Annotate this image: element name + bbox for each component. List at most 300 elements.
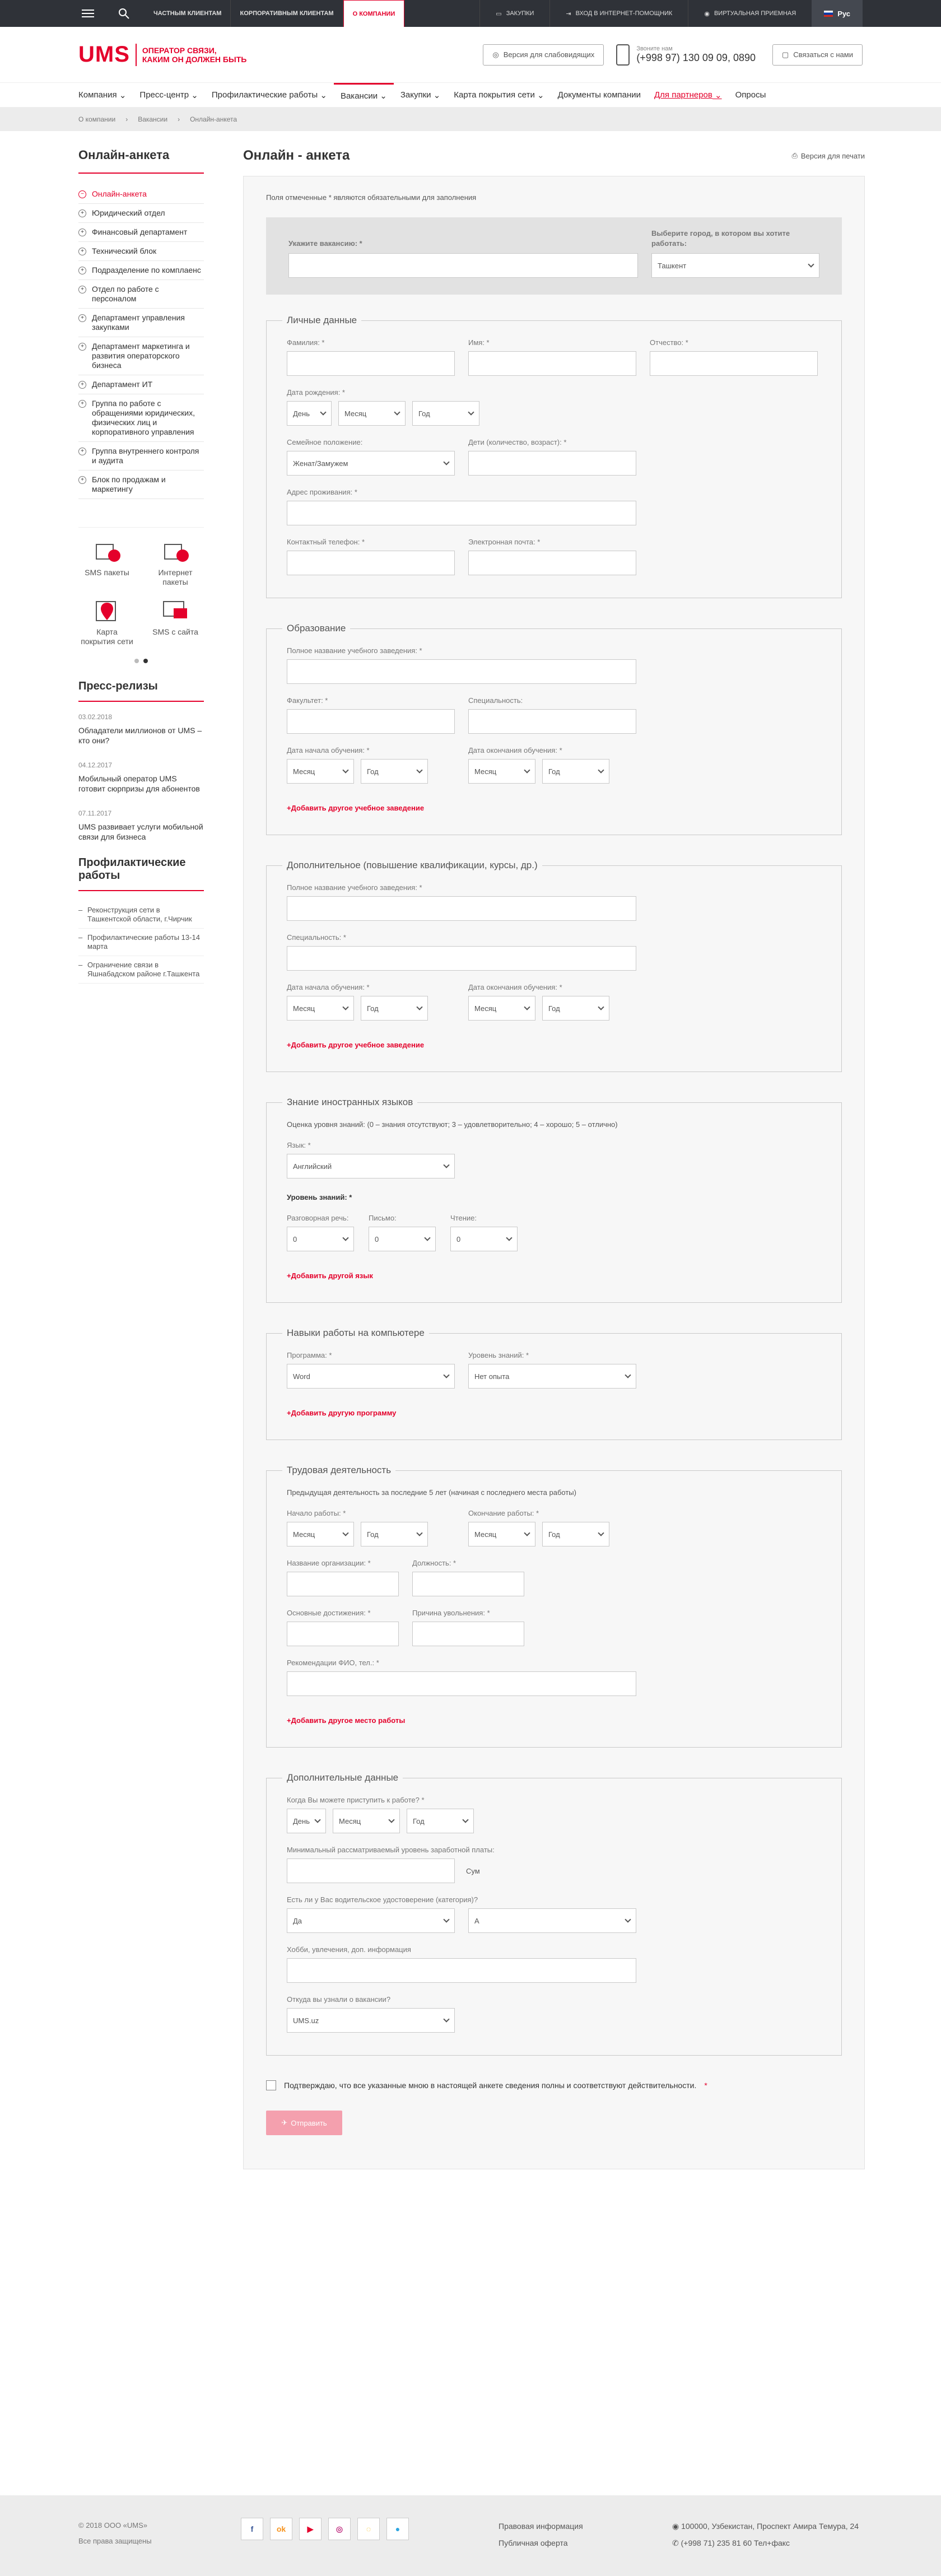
year-select[interactable] — [361, 1522, 428, 1546]
speaking-select[interactable] — [287, 1227, 354, 1251]
nav-label: Карта покрытия сети — [454, 90, 535, 100]
odnoklassniki-icon[interactable]: ok — [270, 2518, 292, 2540]
section-legend: Знание иностранных языков — [287, 1097, 413, 1107]
circle-plus-icon: + — [78, 476, 86, 484]
sidebar-item-label: Подразделение по комплаенс — [92, 265, 201, 274]
sidebar-item-label: Отдел по работе с персоналом — [92, 285, 159, 303]
circle-plus-icon: + — [78, 267, 86, 274]
marital-select[interactable] — [287, 451, 455, 476]
address-text: 100000, Узбекистан, Проспект Амира Темура, 24 — [681, 2522, 859, 2531]
children-input[interactable] — [468, 451, 636, 476]
add-program-link[interactable]: +Добавить другую программу — [287, 1409, 397, 1417]
sidebar — [78, 148, 204, 2169]
select-value: Месяц — [293, 1004, 315, 1013]
offer-link[interactable]: Публичная оферта — [499, 2538, 568, 2547]
breadcrumb-item[interactable]: О компании — [78, 115, 116, 123]
service-label: SMS с сайта — [152, 627, 198, 636]
hobby-input[interactable] — [287, 1958, 636, 1983]
pin-icon: ◉ — [704, 10, 710, 17]
select-value: Месяц — [474, 1530, 497, 1539]
patronymic-input[interactable] — [650, 351, 818, 376]
legal-link[interactable]: Правовая информация — [499, 2522, 583, 2531]
select-value: Месяц — [474, 1004, 497, 1013]
sidebar-item[interactable] — [78, 242, 204, 261]
select-value: Год — [548, 1530, 560, 1539]
leave-reason-label: Причина увольнения: * — [412, 1609, 490, 1617]
faculty-label: Факультет: * — [287, 696, 328, 705]
vacancy-label: Укажите вакансию: * — [288, 239, 362, 248]
select-value: Да — [293, 1916, 302, 1925]
sidebar-item-label: Блок по продажам и маркетингу — [92, 475, 166, 493]
contact-label: Связаться с нами — [793, 50, 853, 59]
scale-note: Оценка уровня знаний: (0 – знания отсутствуют; 3 – удовлетворительно; 4 – хорошо; 5 – отлично) — [287, 1120, 618, 1129]
hobby-label: Хобби, увлечения, доп. информация — [287, 1945, 411, 1954]
sidebar-item[interactable] — [78, 280, 204, 309]
press-text: Мобильный оператор UMS готовит сюрпризы для абонентов — [78, 774, 200, 793]
flag-icon — [824, 11, 833, 17]
study-start-label: Дата начала обучения: * — [287, 983, 370, 991]
press-date: 04.12.2017 — [78, 761, 113, 769]
top-link-label: ЗАКУПКИ — [506, 10, 534, 17]
service-label: Интернет пакеты — [158, 568, 193, 586]
work-end-label: Окончание работы: * — [468, 1509, 539, 1517]
send-icon: ✈ — [281, 2118, 288, 2127]
carousel-dot[interactable] — [134, 659, 139, 663]
patronymic-label: Отчество: * — [650, 338, 688, 347]
writing-select[interactable] — [369, 1227, 436, 1251]
breadcrumb-item: Онлайн-анкета — [190, 115, 237, 123]
add-course-link[interactable]: +Добавить другое учебное заведение — [287, 1041, 425, 1049]
maintenance-item[interactable]: – Профилактические работы 13-14 марта — [78, 929, 204, 956]
section-legend: Трудовая деятельность — [287, 1465, 392, 1475]
maintenance-list — [78, 901, 204, 984]
call-box[interactable] — [616, 44, 756, 66]
name-input[interactable] — [468, 351, 636, 376]
footer-phone: (+998 71) 235 81 60 Тел+факс — [681, 2538, 790, 2547]
circle-plus-icon: + — [78, 229, 86, 236]
salary-label: Минимальный рассматриваемый уровень заработной платы: — [287, 1846, 495, 1854]
institution-input[interactable] — [287, 896, 636, 921]
speaking-label: Разговорная речь: — [287, 1214, 349, 1222]
service-coverage-map[interactable] — [78, 598, 136, 646]
sidebar-item[interactable] — [78, 223, 204, 242]
section-legend: Дополнительное (повышение квалификации, курсы, др.) — [287, 860, 538, 870]
carousel-dots — [78, 659, 204, 663]
month-select[interactable] — [468, 759, 535, 784]
select-value: Месяц — [293, 767, 315, 776]
source-label: Откуда вы узнали о вакансии? — [287, 1995, 391, 2004]
nav-press[interactable]: Пресс-центр ⌄ — [139, 90, 198, 100]
month-select[interactable] — [287, 759, 354, 784]
select-value: Нет опыта — [474, 1372, 510, 1381]
skill-level-label: Уровень знаний: * — [468, 1351, 529, 1359]
language-label: Язык: * — [287, 1141, 311, 1149]
phone-input[interactable] — [287, 551, 455, 575]
address-label: Адрес проживания: * — [287, 488, 357, 496]
circle-plus-icon: + — [78, 448, 86, 455]
city-select[interactable] — [651, 253, 819, 278]
select-value: Месяц — [344, 409, 367, 418]
internet-package-icon — [161, 539, 189, 563]
menu-icon[interactable] — [78, 9, 97, 18]
logo-divider — [136, 44, 137, 66]
circle-plus-icon: + — [78, 400, 86, 408]
nav-label: Вакансии — [340, 91, 378, 101]
header — [0, 27, 941, 83]
phone-label: Контактный телефон: * — [287, 538, 365, 546]
specialty-input[interactable] — [287, 946, 636, 971]
location-icon: ◉ — [672, 2522, 682, 2531]
start-date-label: Когда Вы можете приступить к работе? * — [287, 1796, 425, 1804]
service-sms-packages[interactable] — [78, 539, 136, 587]
eye-icon: ◎ — [492, 50, 499, 59]
press-text: Обладатели миллионов от UMS – кто они? — [78, 726, 202, 745]
nav-coverage[interactable]: Карта покрытия сети ⌄ — [454, 90, 544, 100]
currency-label: Сум — [466, 1866, 480, 1875]
print-link[interactable] — [791, 151, 865, 160]
call-label: Звоните нам — [636, 45, 673, 52]
email-input[interactable] — [468, 551, 636, 575]
top-link-helper[interactable] — [549, 0, 688, 27]
name-label: Имя: * — [468, 338, 490, 347]
select-value: 0 — [456, 1235, 461, 1243]
service-sms-from-site[interactable] — [147, 598, 204, 646]
organization-input[interactable] — [287, 1572, 399, 1596]
select-value: Месяц — [474, 767, 497, 776]
maintenance-title: Профилактические работы — [78, 856, 204, 891]
select-value: Месяц — [339, 1816, 361, 1825]
select-value: Word — [293, 1372, 310, 1381]
press-item[interactable] — [78, 808, 204, 842]
select-value: A — [474, 1916, 479, 1925]
nav-label: Компания — [78, 90, 117, 100]
license-label: Есть ли у Вас водительское удостоверение (категория)? — [287, 1895, 478, 1904]
reading-select[interactable] — [450, 1227, 518, 1251]
circle-plus-icon: + — [78, 314, 86, 322]
page-title: Онлайн - анкета — [243, 148, 350, 163]
section-legend: Навыки работы на компьютере — [287, 1327, 425, 1338]
institution-label: Полное название учебного заведения: * — [287, 883, 422, 892]
service-label: Карта покрытия сети — [81, 627, 133, 646]
license-category-select[interactable] — [468, 1908, 636, 1933]
study-start-label: Дата начала обучения: * — [287, 746, 370, 754]
email-label: Электронная почта: * — [468, 538, 541, 546]
press-item[interactable] — [78, 712, 204, 746]
main-content — [243, 148, 865, 2169]
map-pin-icon — [93, 598, 121, 623]
study-end-label: Дата окончания обучения: * — [468, 746, 562, 754]
press-item[interactable] — [78, 760, 204, 794]
vacancy-block — [266, 217, 842, 295]
facebook-icon[interactable]: f — [241, 2518, 263, 2540]
accessibility-label: Версия для слабовидящих — [503, 50, 595, 59]
address-input[interactable] — [287, 501, 636, 525]
specialty-input[interactable] — [468, 709, 636, 734]
instagram-icon[interactable]: ◎ — [328, 2518, 351, 2540]
nav-partners[interactable]: Для партнеров ⌄ — [654, 90, 722, 100]
nav-label: Опросы — [735, 90, 766, 100]
sidebar-item-label: Группа внутреннего контроля и аудита — [92, 446, 199, 465]
top-link-label: ВХОД В ИНТЕРНЕТ-ПОМОЩНИК — [575, 10, 673, 17]
press-date: 07.11.2017 — [78, 809, 112, 817]
work-note: Предыдущая деятельность за последние 5 лет (начиная с последнего места работы) — [287, 1488, 576, 1497]
sidebar-item[interactable] — [78, 471, 204, 499]
sidebar-item[interactable] — [78, 204, 204, 223]
faculty-input[interactable] — [287, 709, 455, 734]
select-value: Год — [367, 1004, 379, 1013]
month-select[interactable] — [468, 1522, 535, 1546]
slogan-line2: КАКИМ ОН ДОЛЖЕН БЫТЬ — [142, 54, 247, 64]
circle-plus-icon: + — [78, 209, 86, 217]
phone-number: (+998 97) 130 09 09, 0890 — [636, 52, 756, 63]
select-value: Женат/Замужем — [293, 459, 348, 468]
birthdate-label: Дата рождения: * — [287, 388, 345, 397]
program-label: Программа: * — [287, 1351, 332, 1359]
organization-label: Название организации: * — [287, 1559, 371, 1567]
computer-section — [266, 1327, 842, 1440]
logo[interactable] — [78, 42, 246, 67]
recommendations-label: Рекомендации ФИО, тел.: * — [287, 1659, 379, 1667]
social-links — [241, 2518, 409, 2540]
services-carousel — [78, 527, 204, 646]
select-value: День — [293, 409, 310, 418]
sidebar-item-label: Технический блок — [92, 246, 157, 255]
sidebar-item[interactable] — [78, 261, 204, 280]
vacancy-input[interactable] — [288, 253, 638, 278]
specialty-label: Специальность: * — [287, 933, 346, 942]
sms-site-icon — [161, 598, 189, 623]
circle-plus-icon: + — [78, 381, 86, 389]
year-select[interactable] — [407, 1809, 474, 1833]
source-select[interactable] — [287, 2008, 455, 2033]
circle-minus-icon: − — [78, 190, 86, 198]
sidebar-item[interactable] — [78, 394, 204, 442]
circle-plus-icon: + — [78, 248, 86, 255]
maintenance-item[interactable]: – Реконструкция сети в Ташкентской области, г.Чирчик — [78, 901, 204, 929]
slogan-line1: ОПЕРАТОР СВЯЗИ, — [142, 45, 217, 55]
nav-label: Для партнеров — [654, 90, 712, 100]
year-select[interactable] — [361, 996, 428, 1021]
select-value: Год — [367, 767, 379, 776]
select-value: Год — [367, 1530, 379, 1539]
login-icon: ⇥ — [566, 10, 571, 17]
position-label: Должность: * — [412, 1559, 456, 1567]
sidebar-item[interactable] — [78, 442, 204, 471]
language-select[interactable] — [287, 1154, 455, 1178]
add-language-link[interactable]: +Добавить другой язык — [287, 1271, 373, 1280]
confirm-text: Подтверждаю, что все указанные мною в настоящей анкете сведения полны и соответствуют действительности. — [284, 2081, 697, 2090]
select-value: Год — [548, 1004, 560, 1013]
select-value: UMS.uz — [293, 2016, 319, 2025]
confirm-checkbox[interactable] — [266, 2080, 276, 2090]
copyright: © 2018 ООО «UMS» — [78, 2521, 148, 2530]
sidebar-item[interactable] — [78, 309, 204, 337]
birth-year-select[interactable] — [412, 401, 479, 426]
select-value: Английский — [293, 1162, 332, 1171]
carousel-dot[interactable] — [143, 659, 148, 663]
select-value: Месяц — [293, 1530, 315, 1539]
service-internet-packages[interactable] — [147, 539, 204, 587]
education-section — [266, 623, 842, 835]
extra-education-section — [266, 860, 842, 1072]
language-switch[interactable] — [812, 0, 863, 27]
print-label: Версия для печати — [800, 151, 865, 160]
languages-section — [266, 1097, 842, 1303]
work-section — [266, 1465, 842, 1748]
select-value: Год — [548, 767, 560, 776]
sidebar-item[interactable] — [78, 337, 204, 375]
leave-reason-input[interactable] — [412, 1622, 524, 1646]
marital-label: Семейное положение: — [287, 438, 363, 446]
search-icon[interactable] — [114, 8, 133, 19]
institution-input[interactable] — [287, 659, 636, 684]
nav-label: Закупки — [400, 90, 431, 100]
logo-text: UMS — [78, 42, 130, 67]
nav-documents[interactable] — [551, 83, 647, 108]
sidebar-item-label: Департамент маркетинга и развития операторского бизнеса — [92, 342, 190, 370]
accessibility-button[interactable] — [483, 44, 604, 66]
press-title: Пресс-релизы — [78, 680, 204, 702]
sidebar-item-label: Департамент управления закупками — [92, 313, 185, 332]
phone-icon: ✆ — [672, 2538, 681, 2547]
rights: Все права защищены — [78, 2537, 152, 2545]
cart-icon: ▭ — [496, 10, 502, 17]
language-label: Рус — [837, 9, 850, 18]
section-legend: Личные данные — [287, 315, 357, 325]
circle-plus-icon: + — [78, 343, 86, 351]
month-select[interactable] — [287, 1522, 354, 1546]
work-start-label: Начало работы: * — [287, 1509, 346, 1517]
nav-label: Пресс-центр — [139, 90, 189, 100]
required-star: * — [704, 2081, 707, 2090]
nav-label: Профилактические работы — [211, 90, 318, 100]
submit-label: Отправить — [291, 2118, 327, 2127]
printer-icon: ⎙ — [791, 151, 798, 160]
city-value: Ташкент — [658, 261, 687, 270]
phone-icon — [616, 44, 630, 66]
sidebar-item-label: Онлайн-анкета — [92, 189, 147, 198]
children-label: Дети (количество, возраст): * — [468, 438, 567, 446]
achievements-input[interactable] — [287, 1622, 399, 1646]
nav-maintenance[interactable]: Профилактические работы ⌄ — [211, 90, 327, 100]
city-label: Выберите город, в котором вы хотите работать: — [651, 229, 790, 248]
recommendations-input[interactable] — [287, 1671, 636, 1696]
nav-label: Документы компании — [557, 90, 641, 100]
slogan — [142, 46, 246, 64]
birth-month-select[interactable] — [338, 401, 406, 426]
program-select[interactable] — [287, 1364, 455, 1389]
specialty-label: Специальность: — [468, 696, 523, 705]
submit-button[interactable] — [266, 2111, 342, 2135]
sidebar-item-online-form[interactable] — [78, 185, 204, 204]
sms-package-icon — [93, 539, 121, 563]
personal-section — [266, 315, 842, 598]
footer — [0, 2495, 941, 2576]
month-select[interactable] — [287, 996, 354, 1021]
license-select[interactable] — [287, 1908, 455, 1933]
tab-private[interactable]: ЧАСТНЫМ КЛИЕНТАМ — [145, 0, 231, 27]
nav-company[interactable]: Компания ⌄ — [78, 90, 127, 100]
sidebar-menu — [78, 185, 204, 499]
service-label: SMS пакеты — [85, 568, 129, 577]
sidebar-item[interactable] — [78, 375, 204, 394]
skill-level-select[interactable] — [468, 1364, 636, 1389]
year-select[interactable] — [542, 759, 609, 784]
top-bar — [0, 0, 941, 27]
press-text: UMS развивает услуги мобильной связи для бизнеса — [78, 822, 203, 841]
sidebar-item-label: Юридический отдел — [92, 208, 165, 217]
select-value: 0 — [293, 1235, 297, 1243]
application-form — [243, 176, 865, 2169]
youtube-icon[interactable]: ▶ — [299, 2518, 322, 2540]
chevron-right-icon: › — [178, 115, 180, 123]
year-select[interactable] — [542, 1522, 609, 1546]
nav-purchases[interactable]: Закупки ⌄ — [400, 90, 441, 100]
position-input[interactable] — [412, 1572, 524, 1596]
add-workplace-link[interactable]: +Добавить другое место работы — [287, 1716, 406, 1725]
study-end-label: Дата окончания обучения: * — [468, 983, 562, 991]
reading-label: Чтение: — [450, 1214, 477, 1222]
month-select[interactable] — [468, 996, 535, 1021]
chat-icon: ▢ — [782, 50, 789, 59]
nav-polls[interactable] — [729, 83, 773, 108]
breadcrumb — [0, 108, 941, 131]
confirm-row — [266, 2080, 842, 2090]
section-legend: Образование — [287, 623, 346, 633]
day-select[interactable] — [287, 1809, 326, 1833]
sidebar-item-label: Группа по работе с обращениями юридических, физических лиц и корпоративного управления — [92, 399, 195, 436]
year-select[interactable] — [361, 759, 428, 784]
select-value: Год — [413, 1816, 425, 1825]
nav-vacancies[interactable]: Вакансии ⌄ — [334, 83, 394, 108]
tab-corporate[interactable]: КОРПОРАТИВНЫМ КЛИЕНТАМ — [231, 0, 343, 27]
surname-label: Фамилия: * — [287, 338, 325, 347]
top-link-purchases[interactable] — [479, 0, 549, 27]
top-link-reception[interactable] — [688, 0, 812, 27]
surname-input[interactable] — [287, 351, 455, 376]
press-date: 03.02.2018 — [78, 713, 113, 721]
add-institution-link[interactable]: +Добавить другое учебное заведение — [287, 804, 425, 812]
section-legend: Дополнительные данные — [287, 1772, 399, 1783]
contact-button[interactable] — [772, 44, 863, 66]
salary-input[interactable] — [287, 1858, 455, 1883]
sidebar-item-label: Департамент ИТ — [92, 380, 153, 389]
select-value: День — [293, 1816, 310, 1825]
additional-section — [266, 1772, 842, 2056]
sidebar-item-label: Финансовый департамент — [92, 227, 188, 236]
level-label: Уровень знаний: * — [287, 1193, 352, 1201]
breadcrumb-item[interactable]: Вакансии — [138, 115, 168, 123]
maintenance-item[interactable]: – Ограничение связи в Яшнабадском районе г.Ташкента — [78, 956, 204, 984]
main-nav — [0, 83, 941, 108]
messenger-icon[interactable]: ◌ — [357, 2518, 380, 2540]
top-link-label: ВИРТУАЛЬНАЯ ПРИЕМНАЯ — [714, 10, 796, 17]
achievements-label: Основные достижения: * — [287, 1609, 371, 1617]
month-select[interactable] — [333, 1809, 400, 1833]
writing-label: Письмо: — [369, 1214, 397, 1222]
birth-day-select[interactable] — [287, 401, 332, 426]
select-value: 0 — [375, 1235, 379, 1243]
year-select[interactable] — [542, 996, 609, 1021]
telegram-icon[interactable]: ● — [386, 2518, 409, 2540]
tab-about[interactable]: О КОМПАНИИ — [343, 0, 405, 27]
required-note: Поля отмеченные * являются обязательными для заполнения — [266, 193, 477, 202]
chevron-right-icon: › — [125, 115, 128, 123]
institution-label: Полное название учебного заведения: * — [287, 646, 422, 655]
select-value: Год — [418, 409, 430, 418]
sidebar-title: Онлайн-анкета — [78, 148, 204, 174]
circle-plus-icon: + — [78, 286, 86, 294]
